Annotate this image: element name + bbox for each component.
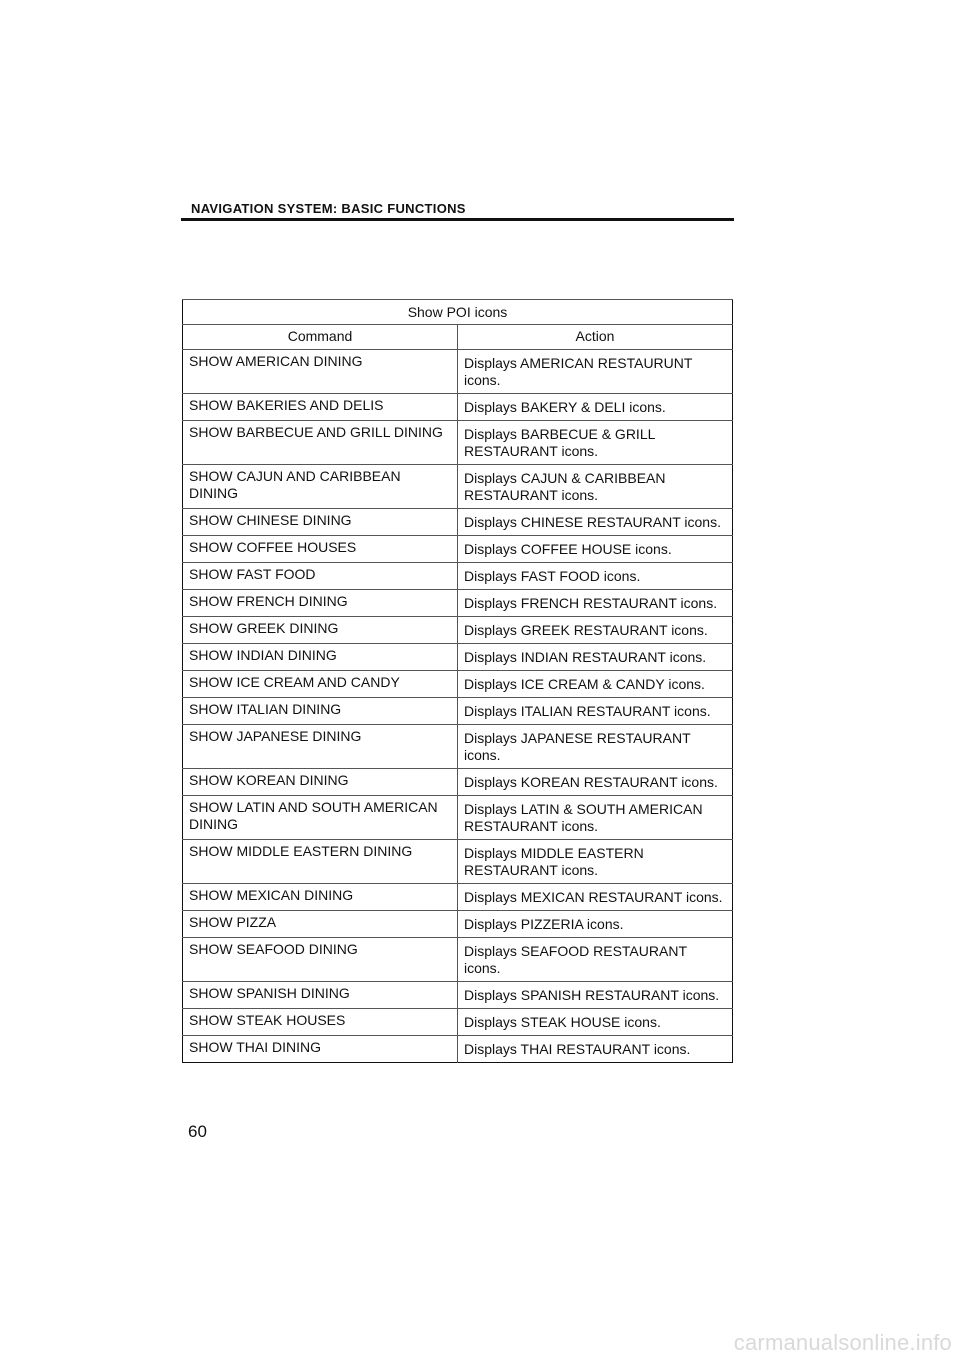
action-cell: Displays BAKERY & DELI icons.	[458, 394, 733, 421]
action-cell: Displays STEAK HOUSE icons.	[458, 1009, 733, 1036]
action-cell: Displays MIDDLE EASTERN RESTAURANT icons.	[458, 840, 733, 884]
command-cell: SHOW LATIN AND SOUTH AMERICAN DINING	[183, 796, 458, 840]
command-cell: SHOW COFFEE HOUSES	[183, 536, 458, 563]
action-cell: Displays LATIN & SOUTH AMERICAN RESTAURANT icons.	[458, 796, 733, 840]
action-cell: Displays GREEK RESTAURANT icons.	[458, 617, 733, 644]
table-row	[183, 982, 733, 1009]
header-rule	[181, 218, 734, 221]
table-row	[183, 563, 733, 590]
table-row	[183, 938, 733, 982]
command-cell: SHOW AMERICAN DINING	[183, 350, 458, 394]
action-cell: Displays BARBECUE & GRILL RESTAURANT icons.	[458, 421, 733, 465]
command-cell: SHOW ICE CREAM AND CANDY	[183, 671, 458, 698]
command-cell: SHOW MEXICAN DINING	[183, 884, 458, 911]
table-row	[183, 840, 733, 884]
table-row	[183, 536, 733, 563]
table-row	[183, 796, 733, 840]
command-cell: SHOW CHINESE DINING	[183, 509, 458, 536]
action-cell: Displays FRENCH RESTAURANT icons.	[458, 590, 733, 617]
section-header: NAVIGATION SYSTEM: BASIC FUNCTIONS	[191, 201, 466, 216]
table-row	[183, 509, 733, 536]
column-header-row	[183, 325, 733, 350]
action-cell: Displays COFFEE HOUSE icons.	[458, 536, 733, 563]
table-row	[183, 769, 733, 796]
action-cell: Displays AMERICAN RESTAURUNT icons.	[458, 350, 733, 394]
command-cell: SHOW MIDDLE EASTERN DINING	[183, 840, 458, 884]
command-cell: SHOW BARBECUE AND GRILL DINING	[183, 421, 458, 465]
command-cell: SHOW JAPANESE DINING	[183, 725, 458, 769]
watermark: carmanualsonline.info	[733, 1330, 952, 1355]
command-cell: SHOW THAI DINING	[183, 1036, 458, 1063]
table-row	[183, 884, 733, 911]
table-row	[183, 1036, 733, 1063]
table-row	[183, 698, 733, 725]
action-cell: Displays KOREAN RESTAURANT icons.	[458, 769, 733, 796]
action-cell: Displays PIZZERIA icons.	[458, 911, 733, 938]
command-column-header: Command	[183, 325, 458, 350]
action-cell: Displays CHINESE RESTAURANT icons.	[458, 509, 733, 536]
table-row	[183, 671, 733, 698]
command-cell: SHOW KOREAN DINING	[183, 769, 458, 796]
action-cell: Displays CAJUN & CARIBBEAN RESTAURANT icons.	[458, 465, 733, 509]
table-row	[183, 911, 733, 938]
command-cell: SHOW SEAFOOD DINING	[183, 938, 458, 982]
table-title-row	[183, 300, 733, 325]
table-row	[183, 465, 733, 509]
command-cell: SHOW CAJUN AND CARIBBEAN DINING	[183, 465, 458, 509]
table-row	[183, 421, 733, 465]
command-cell: SHOW ITALIAN DINING	[183, 698, 458, 725]
action-cell: Displays MEXICAN RESTAURANT icons.	[458, 884, 733, 911]
action-cell: Displays INDIAN RESTAURANT icons.	[458, 644, 733, 671]
page-number: 60	[188, 1122, 207, 1141]
command-cell: SHOW INDIAN DINING	[183, 644, 458, 671]
table-row	[183, 644, 733, 671]
action-cell: Displays SEAFOOD RESTAURANT icons.	[458, 938, 733, 982]
action-column-header: Action	[458, 325, 733, 350]
table-row	[183, 617, 733, 644]
command-cell: SHOW BAKERIES AND DELIS	[183, 394, 458, 421]
table-row	[183, 725, 733, 769]
action-cell: Displays SPANISH RESTAURANT icons.	[458, 982, 733, 1009]
action-cell: Displays FAST FOOD icons.	[458, 563, 733, 590]
table-row	[183, 350, 733, 394]
table-title: Show POI icons	[183, 300, 733, 325]
poi-commands-table	[182, 299, 733, 1063]
command-cell: SHOW GREEK DINING	[183, 617, 458, 644]
table-row	[183, 590, 733, 617]
command-cell: SHOW FRENCH DINING	[183, 590, 458, 617]
command-cell: SHOW STEAK HOUSES	[183, 1009, 458, 1036]
action-cell: Displays THAI RESTAURANT icons.	[458, 1036, 733, 1063]
action-cell: Displays ITALIAN RESTAURANT icons.	[458, 698, 733, 725]
command-cell: SHOW SPANISH DINING	[183, 982, 458, 1009]
action-cell: Displays ICE CREAM & CANDY icons.	[458, 671, 733, 698]
table-row	[183, 394, 733, 421]
command-cell: SHOW FAST FOOD	[183, 563, 458, 590]
table-body	[183, 350, 733, 1063]
action-cell: Displays JAPANESE RESTAURANT icons.	[458, 725, 733, 769]
command-cell: SHOW PIZZA	[183, 911, 458, 938]
table-row	[183, 1009, 733, 1036]
